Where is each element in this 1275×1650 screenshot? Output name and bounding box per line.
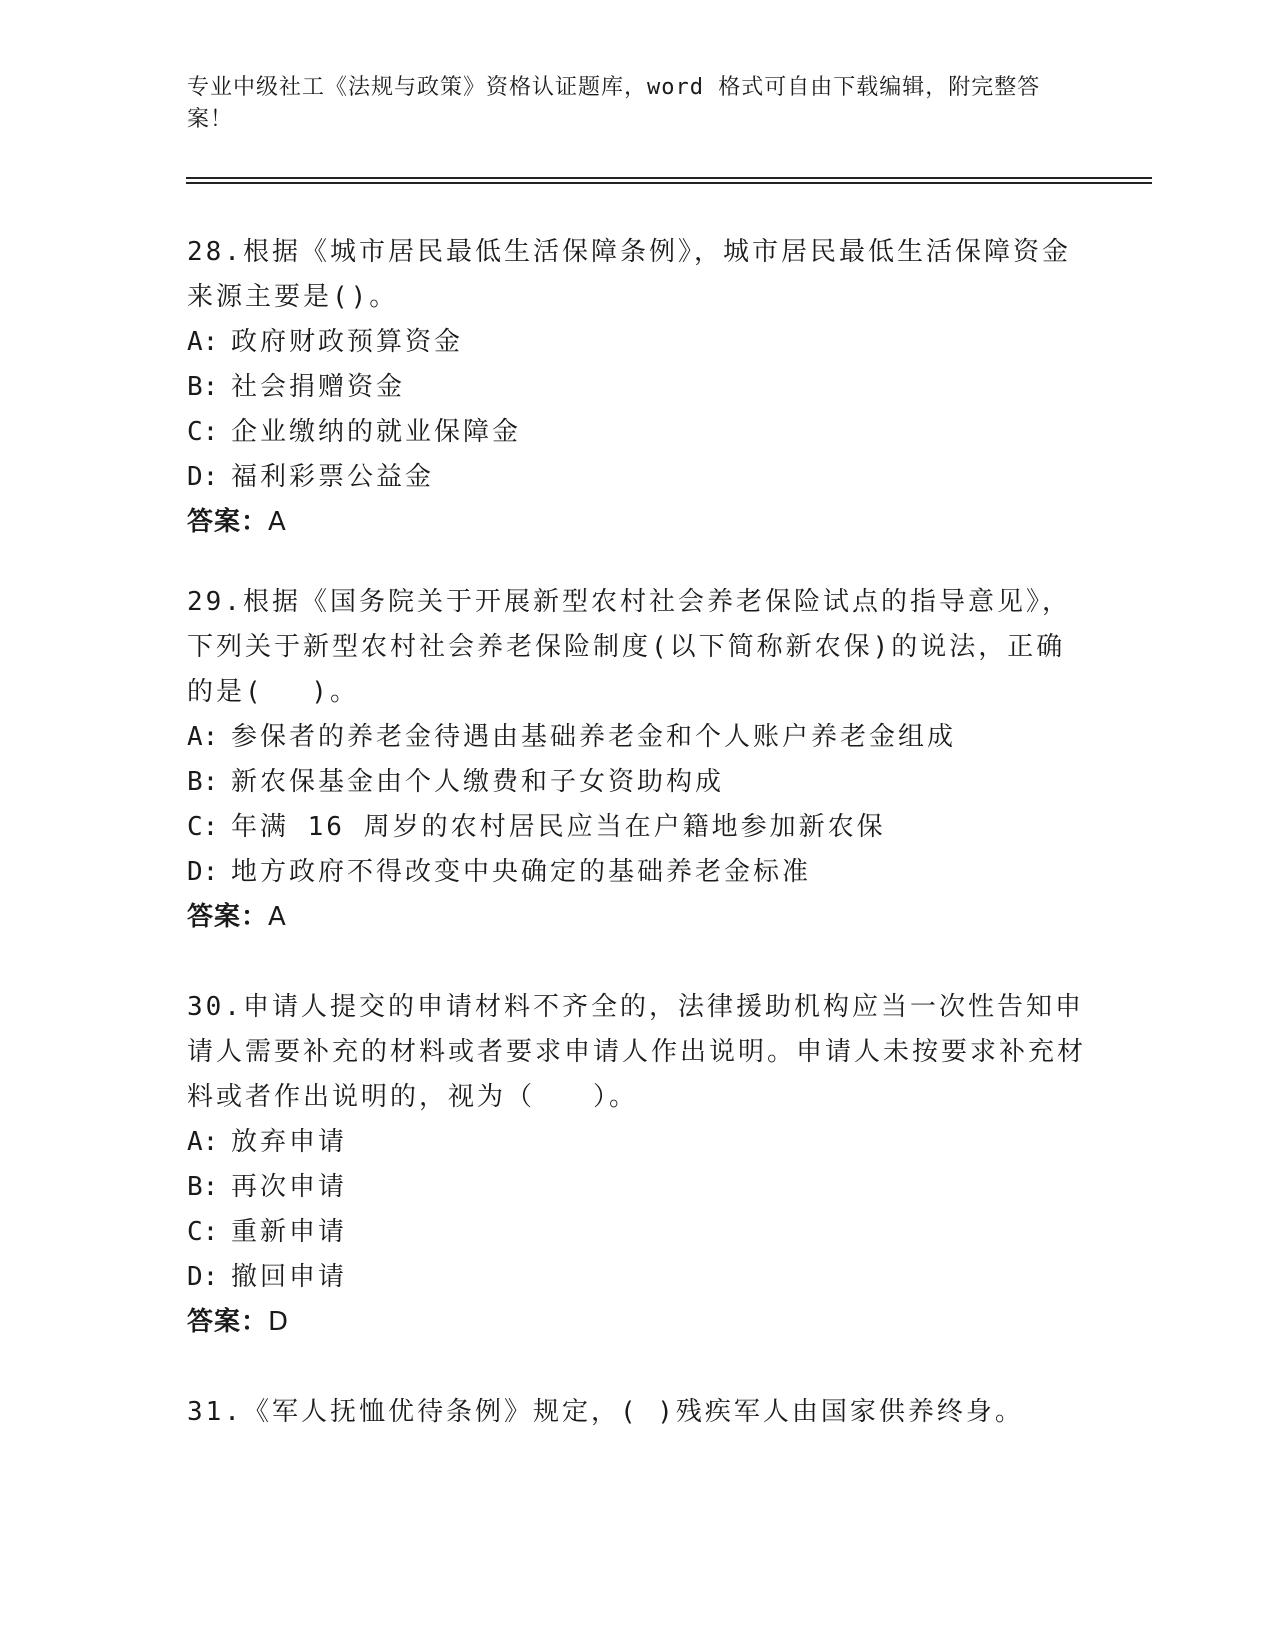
option-label: C: [187, 812, 219, 842]
answer-label: 答案： [187, 902, 269, 932]
answer-line [187, 1300, 1087, 1345]
option-label: D: [187, 1262, 219, 1292]
answer-value: A [268, 507, 287, 537]
option-c [187, 1210, 1087, 1255]
option-label: B: [187, 767, 219, 797]
option-text: 企业缴纳的就业保障金 [231, 417, 522, 447]
option-b [187, 1165, 1087, 1210]
option-text: 新农保基金由个人缴费和子女资助构成 [231, 767, 725, 797]
answer-line [187, 500, 1087, 545]
header-divider-bottom [186, 182, 1152, 184]
option-text: 重新申请 [231, 1217, 348, 1247]
question-stem: 31.《军人抚恤优待条例》规定，( )残疾军人由国家供养终身。 [187, 1397, 1024, 1427]
option-a [187, 1120, 1087, 1165]
question-31 [187, 1390, 1087, 1435]
question-stem: 28.根据《城市居民最低生活保障条例》，城市居民最低生活保障资金来源主要是()。 [187, 237, 1071, 312]
option-c [187, 410, 1087, 455]
option-text: 福利彩票公益金 [231, 462, 435, 492]
option-label: A: [187, 327, 219, 357]
answer-label: 答案： [187, 507, 269, 537]
option-text: 社会捐赠资金 [231, 372, 406, 402]
option-text: 撤回申请 [231, 1262, 348, 1292]
option-b [187, 760, 1087, 805]
option-label: B: [187, 372, 219, 402]
answer-value: D [268, 1307, 290, 1337]
answer-line [187, 895, 1087, 940]
option-label: C: [187, 1217, 219, 1247]
answer-label: 答案： [187, 1307, 269, 1337]
option-a [187, 320, 1087, 365]
option-a [187, 715, 1087, 760]
option-text: 放弃申请 [231, 1127, 348, 1157]
option-label: D: [187, 462, 219, 492]
option-c [187, 805, 1087, 850]
option-label: D: [187, 857, 219, 887]
option-d [187, 455, 1087, 500]
question-29 [187, 580, 1087, 940]
option-text: 年满 16 周岁的农村居民应当在户籍地参加新农保 [231, 812, 886, 842]
document-header: 专业中级社工《法规与政策》资格认证题库，word 格式可自由下载编辑，附完整答案！ [187, 75, 1041, 132]
option-b [187, 365, 1087, 410]
option-d [187, 850, 1087, 895]
option-text: 地方政府不得改变中央确定的基础养老金标准 [231, 857, 812, 887]
option-label: B: [187, 1172, 219, 1202]
option-d [187, 1255, 1087, 1300]
option-text: 参保者的养老金待遇由基础养老金和个人账户养老金组成 [231, 722, 957, 752]
option-text: 政府财政预算资金 [231, 327, 464, 357]
option-text: 再次申请 [231, 1172, 348, 1202]
option-label: A: [187, 722, 219, 752]
answer-value: A [268, 902, 287, 932]
question-stem: 30.申请人提交的申请材料不齐全的，法律援助机构应当一次性告知申请人需要补充的材料或者要求申请人作出说明。申请人未按要求补充材料或者作出说明的，视为（ ）。 [187, 992, 1087, 1112]
option-label: C: [187, 417, 219, 447]
question-stem: 29.根据《国务院关于开展新型农村社会养老保险试点的指导意见》，下列关于新型农村社会养老保险制度(以下简称新农保)的说法，正确的是( )。 [187, 587, 1071, 707]
question-28 [187, 230, 1087, 545]
option-label: A: [187, 1127, 219, 1157]
question-30 [187, 985, 1087, 1345]
header-divider-top [186, 177, 1152, 179]
